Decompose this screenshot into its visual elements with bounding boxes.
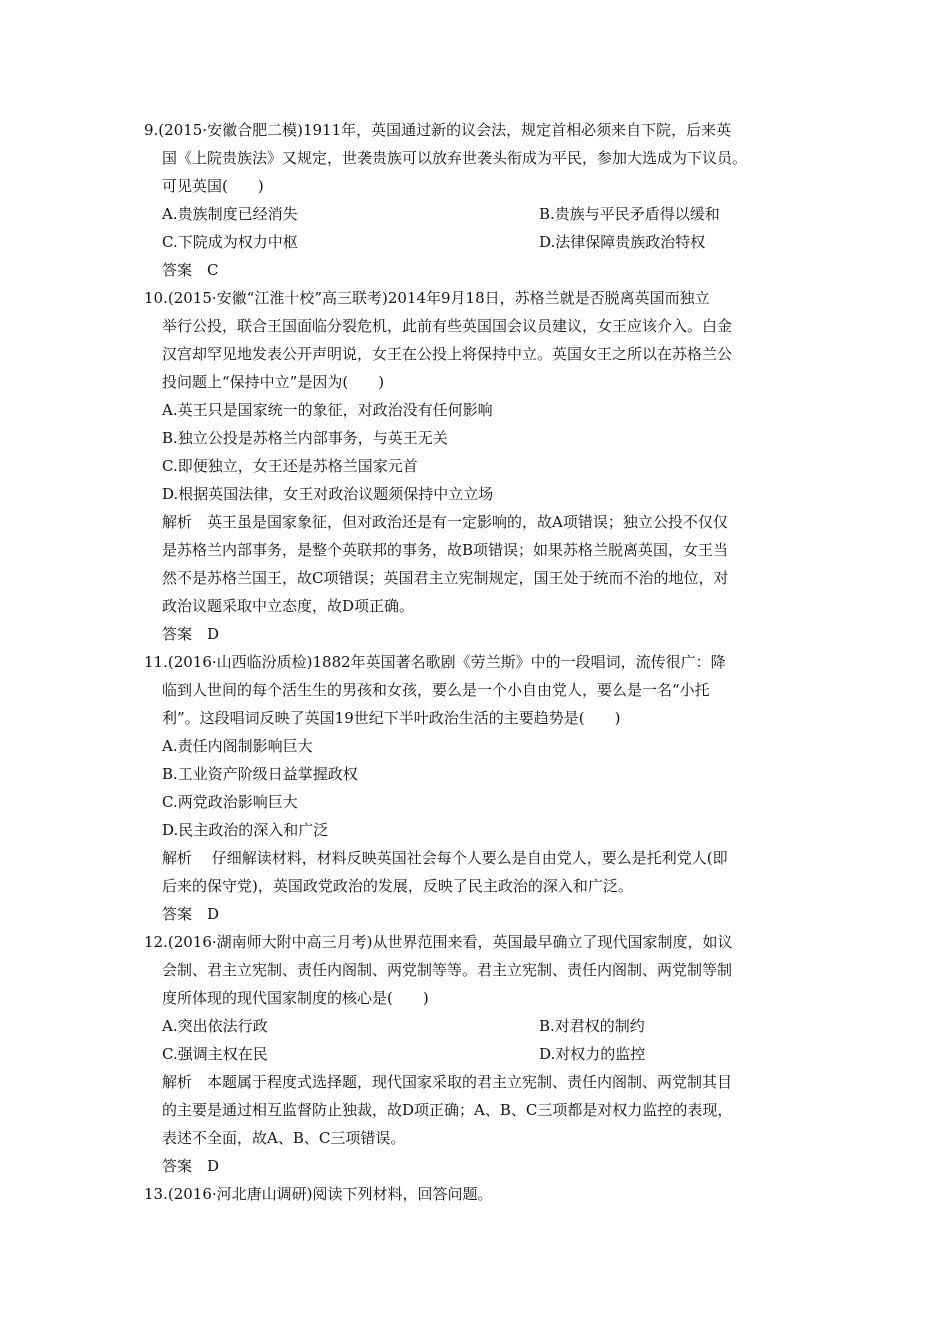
q10-option-a: A.英王只是国家统一的象征，对政治没有任何影响 [162, 401, 493, 419]
q10-analysis-line-4: 政治议题采取中立态度，故D项正确。 [162, 597, 415, 615]
q9-stem-line-1: 9.(2015·安徽合肥二模)1911年，英国通过新的议会法，规定首相必须来自下院，后来英 [144, 121, 732, 139]
q11-stem-line-1: 11.(2016·山西临汾质检)1882年英国著名歌剧《劳兰斯》中的一段唱词，流传很广：降 [144, 653, 726, 671]
q10-option-c: C.即便独立，女王还是苏格兰国家元首 [162, 457, 418, 475]
q11-option-c: C.两党政治影响巨大 [162, 793, 298, 811]
q9-answer: 答案 C [162, 261, 219, 279]
q10-analysis-line-1: 解析 英王虽是国家象征，但对政治还是有一定影响的，故A项错误；独立公投不仅仅 [162, 513, 728, 531]
q12-stem-line-1: 12.(2016·湖南师大附中高三月考)从世界范围来看，英国最早确立了现代国家制度，如议 [144, 933, 733, 951]
q9-option-c: C.下院成为权力中枢 [162, 233, 298, 251]
q10-option-d: D.根据英国法律，女王对政治议题须保持中立立场 [162, 485, 494, 503]
q11-answer: 答案 D [162, 905, 220, 923]
q11-stem-line-2: 临到人世间的每个活生生的男孩和女孩，要么是一个小自由党人，要么是一名“小托 [162, 681, 710, 699]
q10-answer: 答案 D [162, 625, 220, 643]
q12-option-a: A.突出依法行政 [162, 1017, 268, 1035]
q12-stem-line-3: 度所体现的现代国家制度的核心是( ) [162, 989, 429, 1007]
q9-stem-line-3: 可见英国( ) [162, 177, 264, 195]
q9-stem-line-2: 国《上院贵族法》又规定，世袭贵族可以放弃世袭头衔成为平民，参加大选成为下议员。 [162, 149, 748, 167]
q9-option-d: D.法律保障贵族政治特权 [539, 233, 706, 251]
q11-option-b: B.工业资产阶级日益掌握政权 [162, 765, 358, 783]
q12-stem-line-2: 会制、君主立宪制、责任内阁制、两党制等等。君主立宪制、责任内阁制、两党制等制 [162, 961, 733, 979]
q11-analysis-line-1: 解析 仔细解读材料，材料反映英国社会每个人要么是自由党人，要么是托利党人(即 [162, 849, 728, 867]
q9-option-b: B.贵族与平民矛盾得以缓和 [539, 205, 720, 223]
q11-option-d: D.民主政治的深入和广泛 [162, 821, 329, 839]
q12-answer: 答案 D [162, 1157, 220, 1175]
q12-option-b: B.对君权的制约 [539, 1017, 645, 1035]
q10-option-b: B.独立公投是苏格兰内部事务，与英王无关 [162, 429, 448, 447]
q10-stem-line-2: 举行公投，联合王国面临分裂危机，此前有些英国国会议员建议，女王应该介入。白金 [162, 317, 733, 335]
q13-stem-line-1: 13.(2016·河北唐山调研)阅读下列材料，回答问题。 [144, 1185, 493, 1203]
q11-analysis-line-2: 后来的保守党)，英国政党政治的发展，反映了民主政治的深入和广泛。 [162, 877, 633, 895]
q9-option-a: A.贵族制度已经消失 [162, 205, 298, 223]
q11-option-a: A.责任内阁制影响巨大 [162, 737, 313, 755]
q11-stem-line-3: 利”。这段唱词反映了英国19世纪下半叶政治生活的主要趋势是( ) [162, 709, 621, 727]
q10-stem-line-4: 投问题上“保持中立”是因为( ) [162, 373, 385, 391]
q12-option-c: C.强调主权在民 [162, 1045, 268, 1063]
q12-analysis-line-3: 表述不全面，故A、B、C三项错误。 [162, 1129, 406, 1147]
q12-option-d: D.对权力的监控 [539, 1045, 646, 1063]
q10-stem-line-3: 汉宫却罕见地发表公开声明说，女王在公投上将保持中立。英国女王之所以在苏格兰公 [162, 345, 733, 363]
q10-stem-line-1: 10.(2015·安徽“江淮十校”高三联考)2014年9月18日，苏格兰就是否脱离英国而独立 [144, 289, 710, 307]
q12-analysis-line-1: 解析 本题属于程度式选择题，现代国家采取的君主立宪制、责任内阁制、两党制其目 [162, 1073, 733, 1091]
q10-analysis-line-3: 然不是苏格兰国王，故C项错误；英国君主立宪制规定，国王处于统而不治的地位，对 [162, 569, 729, 587]
q10-analysis-line-2: 是苏格兰内部事务，是整个英联邦的事务，故B项错误；如果苏格兰脱离英国，女王当 [162, 541, 729, 559]
q12-analysis-line-2: 的主要是通过相互监督防止独裁，故D项正确；A、B、C三项都是对权力监控的表现， [162, 1101, 733, 1119]
